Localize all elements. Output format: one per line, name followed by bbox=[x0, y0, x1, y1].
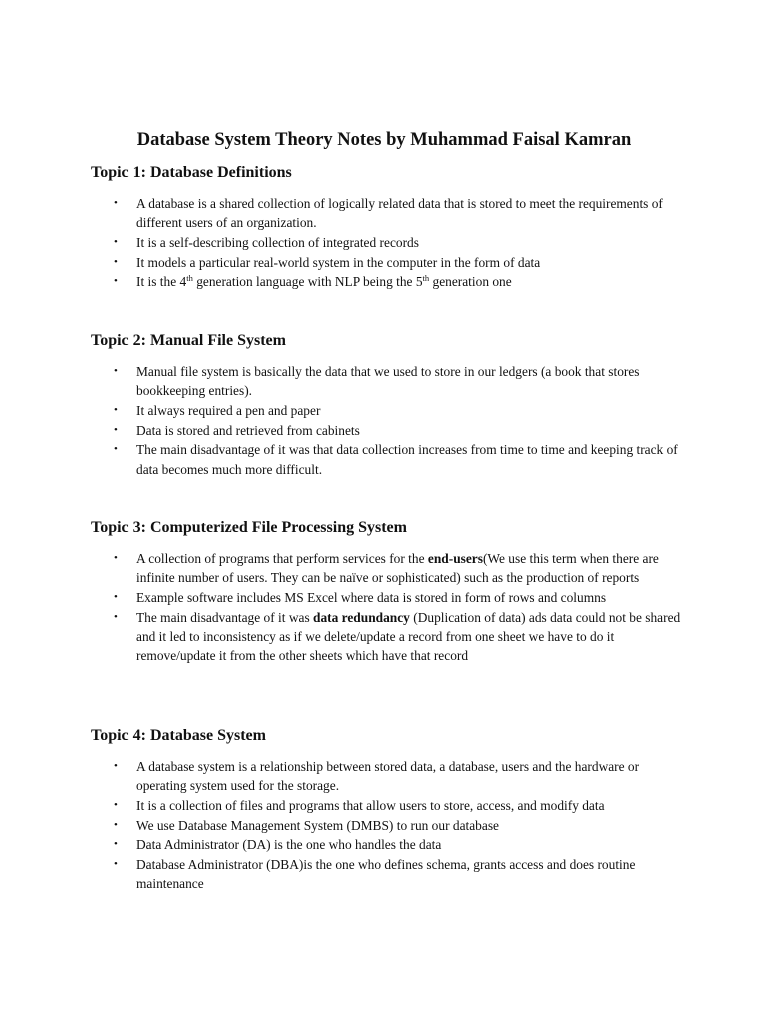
list-item: • A collection of programs that perform services for the end-users(We use this term when there are infinite number of users. They can be naïve or sophisticated) such as the production of reports bbox=[114, 551, 659, 586]
topic-3-heading: Topic 3: Computerized File Processing System bbox=[91, 519, 407, 536]
list-item: • It models a particular real-world system in the computer in the form of data bbox=[91, 253, 681, 272]
bullet-icon: • bbox=[114, 818, 118, 831]
bullet-icon: • bbox=[114, 197, 118, 209]
bullet-icon: • bbox=[114, 275, 118, 288]
bullet-icon: • bbox=[114, 403, 118, 416]
list-item: • It is the 4th generation language with NLP being the 5th generation one bbox=[91, 272, 681, 291]
bullet-icon: • bbox=[114, 235, 118, 248]
bullet-icon: • bbox=[114, 365, 118, 377]
bullet-icon: • bbox=[114, 798, 118, 811]
bullet-icon: • bbox=[114, 590, 118, 603]
list-item: • Data Administrator (DA) is the one who handles the data bbox=[91, 835, 681, 854]
list-item: • We use Database Management System (DMBS) to run our database bbox=[91, 816, 681, 835]
list-item: • The main disadvantage of it was data redundancy (Duplication of data) ads data could not be shared and it led to inconsistency as if we delete/update a record from one sheet we have to do it remove/update it from the other sheets which have that record bbox=[114, 609, 681, 664]
list-item: • Data is stored and retrieved from cabinets bbox=[91, 421, 681, 440]
list-item: • It is a collection of files and programs that allow users to store, access, and modify data bbox=[91, 796, 681, 815]
list-item: • The main disadvantage of it was that data collection increases from time to time and keeping track of data becomes much more difficult. bbox=[114, 442, 678, 477]
bullet-icon: • bbox=[114, 552, 118, 564]
topic-1-heading: Topic 1: Database Definitions bbox=[91, 164, 292, 181]
bullet-icon: • bbox=[114, 760, 118, 772]
bullet-icon: • bbox=[114, 858, 118, 871]
topic-2-list bbox=[91, 362, 681, 479]
topic-2-heading: Topic 2: Manual File System bbox=[91, 332, 286, 349]
list-item: • A database system is a relationship between stored data, a database, users and the hardware or operating system used for the storage. bbox=[114, 759, 640, 794]
list-item: • It always required a pen and paper bbox=[91, 401, 681, 420]
list-item: • Database Administrator (DBA)is the one who defines schema, grants access and does routine maintenance bbox=[114, 857, 636, 892]
bullet-icon: • bbox=[114, 443, 118, 456]
bullet-icon: • bbox=[114, 838, 118, 851]
list-item: • A database is a shared collection of logically related data that is stored to meet the requirements of different users of an organization. bbox=[114, 196, 663, 231]
page-title: Database System Theory Notes by Muhammad Faisal Kamran bbox=[136, 130, 632, 150]
list-item: • Example software includes MS Excel where data is stored in form of rows and columns bbox=[91, 588, 681, 607]
topic-1-list bbox=[91, 194, 681, 292]
topic-4-heading: Topic 4: Database System bbox=[91, 727, 266, 744]
bullet-icon: • bbox=[114, 423, 118, 436]
bullet-icon: • bbox=[114, 255, 118, 268]
list-item: • It is a self-describing collection of integrated records bbox=[91, 233, 681, 252]
topic-3-list bbox=[91, 549, 681, 666]
topic-4-list bbox=[91, 757, 681, 894]
list-item: • Manual file system is basically the data that we used to store in our ledgers (a book that stores bookkeeping entries). bbox=[114, 364, 640, 399]
bullet-icon: • bbox=[114, 610, 118, 623]
